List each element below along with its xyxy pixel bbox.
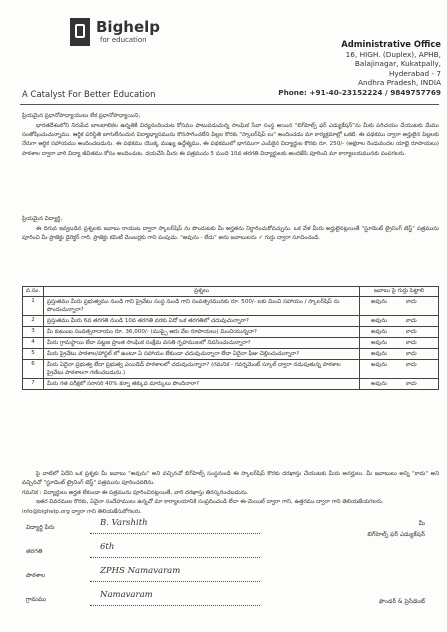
table-row <box>23 338 439 349</box>
column-header-serial: వ.సం. <box>23 287 44 297</box>
row-question: ప్రస్తుతము మీరు ప్రభుత్వము నుండి గాని ప్రైవేటు సంస్థ నుండి గాని సంవత్సరమునకు రూ. 500/- లకు మించి సహాయం / స్కాలర్‌షిప్ ను పొందుచున్నారా? <box>44 297 360 316</box>
instructions-paragraph: ఈ దిగువ ఇవ్వబడిన ప్రశ్నలకు జవాబు రాయుట ద్వారా స్కాలర్‌షిప్ ను పొందుటకు మీ అర్హతను నిర్ధారించుకోవచ్చును. ఒక వేళ మీరు అర్హులైనట్లయితే "స్టూడెంట్ ట్రైనింగ్ టెస్ట్" పత్రమును పూరించి మీ ప్రాజెక్టు డైరెక్టర్ గారి, ప్రాజెక్టు కమిటీ మెంబర్లకు గాని పంపుడు. "అవును - లేదు" అను జవాబులను ✓ గుర్తు ద్వారా సూచించండి. <box>22 226 439 242</box>
row-question: మీరు గ్రామస్థాయి లేదా పట్టణ ప్రాంత సాంఘిక సంక్షేమ వసతి గృహములలో నివసించుచున్నారా? <box>44 338 360 349</box>
note-warning: గమనిక : విద్యార్థులు అర్హత లేకుండా ఈ పత్రమును పూరించినట్లయితే, వారి దరఖాస్తు తిరస్కరించబడును. <box>22 490 249 496</box>
field-label-village: గ్రామము <box>26 596 47 603</box>
row-number: 4 <box>23 338 44 349</box>
row-question: మీరు ప్రైవేటు పాఠశాల/హాస్టల్ లో ఉంటూ ఏ సహాయం లేకుండా చదువుచున్నారా లేదా ఏదైనా ఫీజు చెల్లించుచున్నారా? <box>44 349 360 360</box>
closing-text: మీ <box>418 520 425 527</box>
field-underline <box>90 557 260 558</box>
field-label-class: తరగతి <box>26 548 43 555</box>
row-answer <box>360 338 439 349</box>
table-row <box>23 379 439 390</box>
row-number: 7 <box>23 379 44 390</box>
brand-name: Bighelp <box>96 18 161 36</box>
answer-no: కాదు <box>405 340 417 346</box>
field-underline <box>90 533 260 534</box>
tagline: A Catalyst For Better Education <box>22 90 156 100</box>
row-question: మీరు గత పరీక్షలో సరాసరి 40% కన్నా తక్కువ మార్కులు పొందినారా? <box>44 379 360 390</box>
table-row <box>23 360 439 379</box>
field-value-student-name: B. Varshith <box>100 518 148 528</box>
office-phone: Phone: +91-40-23152224 / 9849757769 <box>278 87 441 97</box>
contact-email: info@bighelp.org ద్వారా గాని తెలియజేసుకోగలరు. <box>22 509 142 515</box>
note-paragraph: పై వాటిలో ఏదేని ఒక ప్రశ్నకు మీ జవాబు "అవును" అని వచ్చినచో బిగ్‌హెల్ప్ సంస్థనుండి ఈ స్కాలర్‌షిప్ కొరకు దరఖాస్తు చేయుటకు మీరు అనర్హులు. మీ జవాబులు అన్ని "కాదు" అని వచ్చినచో "స్టూడెంట్ ట్రైనింగ్ టెస్ట్" పత్రమును పూరించవలెను. <box>22 471 439 487</box>
header-divider <box>20 104 439 105</box>
signatory-title: ఫౌండర్ & ప్రెసిడెంట్ <box>378 598 425 605</box>
answer-no: కాదు <box>405 318 417 324</box>
answer-no: కాదు <box>405 351 417 357</box>
brand-subtitle: for education <box>100 36 147 44</box>
table-row <box>23 349 439 360</box>
answer-yes: అవును <box>371 318 387 324</box>
office-title: Administrative Office <box>341 39 441 49</box>
field-label-student-name: విద్యార్థి పేరు <box>26 524 55 531</box>
row-question: ప్రస్తుతము మీరు 6వ తరగతి నుండి 10వ తరగతి వరకు ఏదో ఒక తరగతిలో చదువుచున్నారా? <box>44 316 360 327</box>
eligibility-questions-table <box>22 286 439 390</box>
row-number: 2 <box>23 316 44 327</box>
student-salutation: ప్రియమైన విద్యార్థి, <box>22 216 63 222</box>
address-line: Balajinagar, Kukatpally, <box>354 59 441 68</box>
answer-yes: అవును <box>371 362 387 368</box>
table-header-row <box>23 287 439 297</box>
answer-yes: అవును <box>371 340 387 346</box>
row-number: 6 <box>23 360 44 379</box>
field-underline <box>90 581 260 582</box>
answer-yes: అవును <box>371 299 387 305</box>
field-label-school: పాఠశాల <box>26 572 46 579</box>
row-question: మీరు ఏదైనా ప్రభుత్వ లేదా ప్రభుత్వ ఎయిడెడ్ పాఠశాలలో చదువుచున్నారా? (గమనిక - గవర్నమెంట్ స్కూల్ ద్వారా నడుపుతున్న పాఠశాల ప్రైవేటు పాఠశాలగా గణించబడును.) <box>44 360 360 379</box>
row-answer <box>360 360 439 379</box>
answer-no: కాదు <box>405 299 417 305</box>
table-row <box>23 297 439 316</box>
answer-yes: అవును <box>371 381 387 387</box>
address-line: Hyderabad - 7 <box>388 68 441 78</box>
salutation: ప్రియమైన ప్రధానోపాధ్యాయులు లేక ప్రధానోపాధ్యాయిని, <box>22 113 141 119</box>
address-line: 16, HIGH. (Duplex), APHB, <box>345 49 441 59</box>
bighelp-logo-icon <box>70 18 90 46</box>
row-number: 1 <box>23 297 44 316</box>
table-row <box>23 327 439 338</box>
column-header-answer: జవాబు పై గుర్తు పెట్టాలి <box>360 287 439 297</box>
answer-no: కాదు <box>405 329 417 335</box>
table-row <box>23 316 439 327</box>
row-answer <box>360 379 439 390</box>
row-answer <box>360 327 439 338</box>
row-number: 5 <box>23 349 44 360</box>
intro-paragraph: భారతదేశంలోని నిరుపేద బాలబాలికల ఉన్నతికి విద్యనందించుట కోసము పాటుపడుచున్న సాంఘిక సేవా సంస్థ అయిన "బిగ్‌హెల్ప్ ఫర్ ఎడ్యుకేషన్"ను మీకు పరిచయం చేయుటకు మేము సంతోషించుచున్నాము. ఆర్థిక పరిస్థితి బాగులేనందున విద్యాభ్యాసమును కొనసాగించలేని పిల్లల కొరకు "స్కాలర్‌షిప్ లు" అందించడం మా కార్యక్రమాల్లో ఒకటి. ఈ పథకము ద్వారా అర్హులైన పిల్లలకు నేరుగా ఆర్థిక సహాయము అందించబడును. ఈ పథకము యొక్క ముఖ్య ఉద్దేశ్యము, ఈ పథకములో భాగముగా ఎంపికైన విద్యార్థుల కొరకు రూ. 250/- (అక్షరాల రెండువందల యాభై రూపాయలు) పాఠశాల ద్వారా వారి విద్యా జీవితము కోసం అందించుట. దయచేసి మీరు ఈ పత్రమును 5 మంది 10వ తరగతి విద్యార్థులకు అందజేసి పూరించి మా కార్యాలయమునకు పంపగలరు. <box>22 123 439 157</box>
row-number: 3 <box>23 327 44 338</box>
field-value-village: Namavaram <box>100 590 153 600</box>
row-question: మీ కుటుంబ సంవత్సరాదాయం రూ. 36,000/- (ముప్పై ఆరు వేల రూపాయలు) మించియున్నదా? <box>44 327 360 338</box>
contact-paragraph: ఇతర వివరముల కొరకు, ఏవైనా సందేహములు ఉన్నచో మా కార్యాలయానికి సంప్రదించండి లేదా ఈ-మెయిల్ ద్వారా గాని, ఉత్తరము ద్వారా గాని తెలియజేయగలరు. <box>36 499 384 505</box>
answer-no: కాదు <box>405 381 417 387</box>
column-header-question: ప్రశ్నలు <box>44 287 360 297</box>
answer-no: కాదు <box>405 362 417 368</box>
address-line: Andhra Pradesh, INDIA <box>358 78 441 87</box>
row-answer <box>360 349 439 360</box>
row-answer <box>360 297 439 316</box>
field-value-school: ZPHS Namavaram <box>100 566 181 576</box>
field-underline <box>90 605 260 606</box>
office-address-block <box>271 40 441 97</box>
field-value-class: 6th <box>100 542 115 552</box>
closing-org: బిగ్‌హెల్ప్ ఫర్ ఎడ్యుకేషన్ <box>367 531 425 538</box>
row-answer <box>360 316 439 327</box>
answer-yes: అవును <box>371 351 387 357</box>
answer-yes: అవును <box>371 329 387 335</box>
